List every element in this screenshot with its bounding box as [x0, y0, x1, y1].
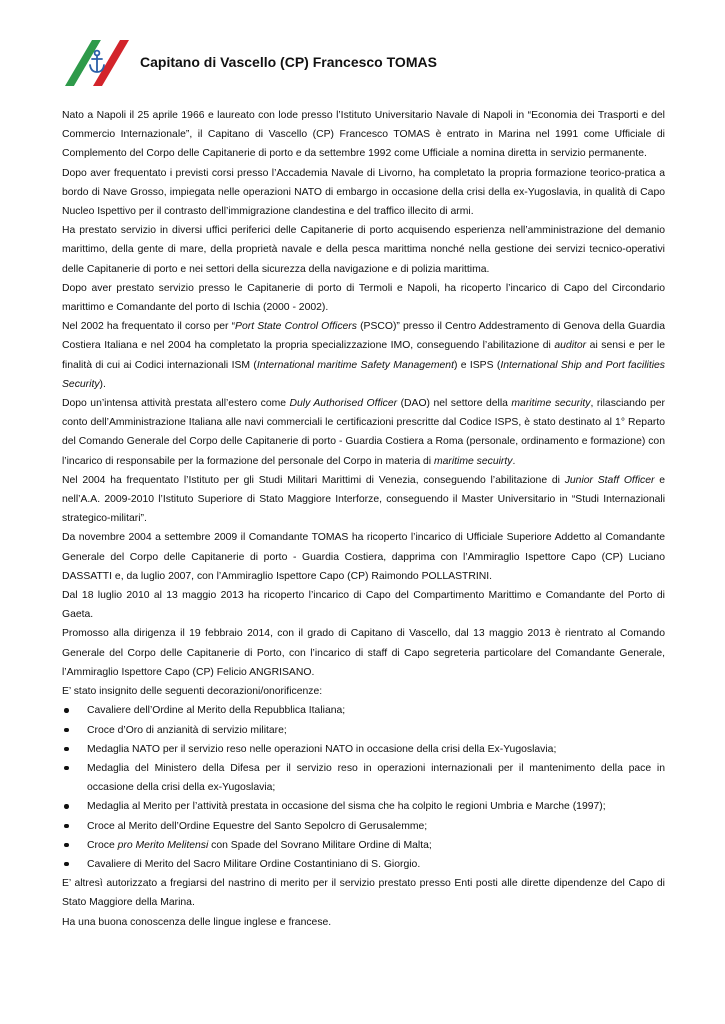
paragraph: E’ stato insignito delle seguenti decorazioni/onorificenze:	[62, 686, 323, 698]
paragraph: Dopo un’intensa attività prestata all’estero come Duly Authorised Officer (DAO) nel settore della maritime security, rilasciando per conto dell’Amministrazione Italiana alle navi commerciali le certificazioni prescritte dal Codice ISPS, è stato destinato al 1° Reparto del Comando Generale del Corpo delle Capitanerie di porto - Guardia Costiera a Roma (personale, ordinamento e formazione) con l’incarico di responsabile per la formazione del personale del Corpo in materia di maritime secuirty.	[62, 398, 665, 467]
list-item: Cavaliere di Merito del Sacro Militare Ordine Costantiniano di S. Giorgio.	[62, 855, 665, 874]
list-item: Medaglia NATO per il servizio reso nelle operazioni NATO in occasione della crisi della Ex-Yugoslavia;	[62, 740, 665, 759]
list-item: Cavaliere dell’Ordine al Merito della Repubblica Italiana;	[62, 701, 665, 720]
paragraph: Nel 2004 ha frequentato l’Istituto per gli Studi Militari Marittimi di Venezia, conseguendo l’abilitazione di Junior Staff Officer e nell’A.A. 2009-2010 l’Istituto Superiore di Stato Maggiore Interforze, conseguendo il Master Universitario in “Studi Internazionali strategico-militari”.	[62, 474, 665, 525]
decorations-list	[62, 701, 665, 874]
biography-text	[62, 106, 665, 932]
list-item: Medaglia al Merito per l’attività prestata in occasione del sisma che ha colpito le regioni Umbria e Marche (1997);	[62, 797, 665, 816]
paragraph: Ha una buona conoscenza delle lingue inglese e francese.	[62, 916, 332, 928]
page-title: Capitano di Vascello (CP) Francesco TOMAS	[140, 54, 437, 70]
paragraph: Da novembre 2004 a settembre 2009 il Comandante TOMAS ha ricoperto l’incarico di Ufficiale Superiore Addetto al Comandante Generale del Corpo delle Capitanerie di porto - Guardia Costiera, dapprima con l’Ammiraglio Ispettore Capo (CP) Luciano DASSATTI e, da luglio 2007, con l’Ammiraglio Ispettore Capo (CP) Raimondo POLLASTRINI.	[62, 532, 665, 582]
paragraph: E’ altresì autorizzato a fregiarsi del nastrino di merito per il servizio prestato presso Enti posti alle dirette dipendenze del Capo di Stato Maggiore della Marina.	[62, 878, 665, 909]
paragraph: Dopo aver frequentato i previsti corsi presso l’Accademia Navale di Livorno, ha completato la propria formazione teorico-pratica a bordo di Nave Grosso, impiegata nelle operazioni NATO di embargo in occasione della crisi della ex-Yugoslavia, in qualità di Capo Nucleo Ispettivo per il contrasto dell’immigrazione clandestina e del traffico illecito di armi.	[62, 167, 665, 218]
paragraph: Promosso alla dirigenza il 19 febbraio 2014, con il grado di Capitano di Vascello, dal 13 maggio 2013 è rientrato al Comando Generale del Corpo delle Capitanerie di Porto, con l’incarico di staff di Capo segreteria particolare del Comandante Generale, l’Ammiraglio Ispettore Capo (CP) Felicio ANGRISANO.	[62, 628, 665, 678]
paragraph: Nato a Napoli il 25 aprile 1966 e laureato con lode presso l’Istituto Universitario Navale di Napoli in “Economia dei Trasporti e del Commercio Internazionale”, il Capitano di Vascello (CP) Francesco TOMAS è entrato in Marina nel 1991 come Ufficiale di Complemento del Corpo delle Capitanerie di porto e da settembre 1992 come Ufficiale a nomina diretta in servizio permanente.	[62, 110, 665, 160]
paragraph: Nel 2002 ha frequentato il corso per “Port State Control Officers (PSCO)” presso il Centro Addestramento di Genova della Guardia Costiera Italiana e nel 2004 ha completato la propria specializzazione IMO, conseguendo l’abilitazione di auditor ai sensi e per le finalità di cui ai Codici internazionali ISM (International maritime Safety Management) e ISPS (International Ship and Port facilities Security).	[62, 321, 665, 390]
list-item: Croce pro Merito Melitensi con Spade del Sovrano Militare Ordine di Malta;	[62, 836, 665, 855]
paragraph: Dopo aver prestato servizio presso le Capitanerie di porto di Termoli e Napoli, ha ricoperto l’incarico di Capo del Circondario marittimo e Comandante del porto di Ischia (2000 - 2002).	[62, 282, 665, 314]
list-item: Croce al Merito dell’Ordine Equestre del Santo Sepolcro di Gerusalemme;	[62, 817, 665, 836]
coast-guard-logo	[64, 38, 130, 88]
paragraph: Ha prestato servizio in diversi uffici periferici delle Capitanerie di porto acquisendo esperienza nell’amministrazione del demanio marittimo, della gente di mare, della proprietà navale e della pesca marittima nonché nella gestione dei servizi tecnico-operativi delle Capitanerie di porto e nei settori della sicurezza della navigazione e di polizia marittima.	[62, 225, 665, 275]
list-item: Medaglia del Ministero della Difesa per il servizio reso in operazioni internazionali per il mantenimento della pace in occasione della crisi della ex-Yugoslavia;	[62, 759, 665, 797]
list-item: Croce d’Oro di anzianità di servizio militare;	[62, 721, 665, 740]
paragraph: Dal 18 luglio 2010 al 13 maggio 2013 ha ricoperto l’incarico di Capo del Compartimento Marittimo e Comandante del Porto di Gaeta.	[62, 590, 665, 621]
